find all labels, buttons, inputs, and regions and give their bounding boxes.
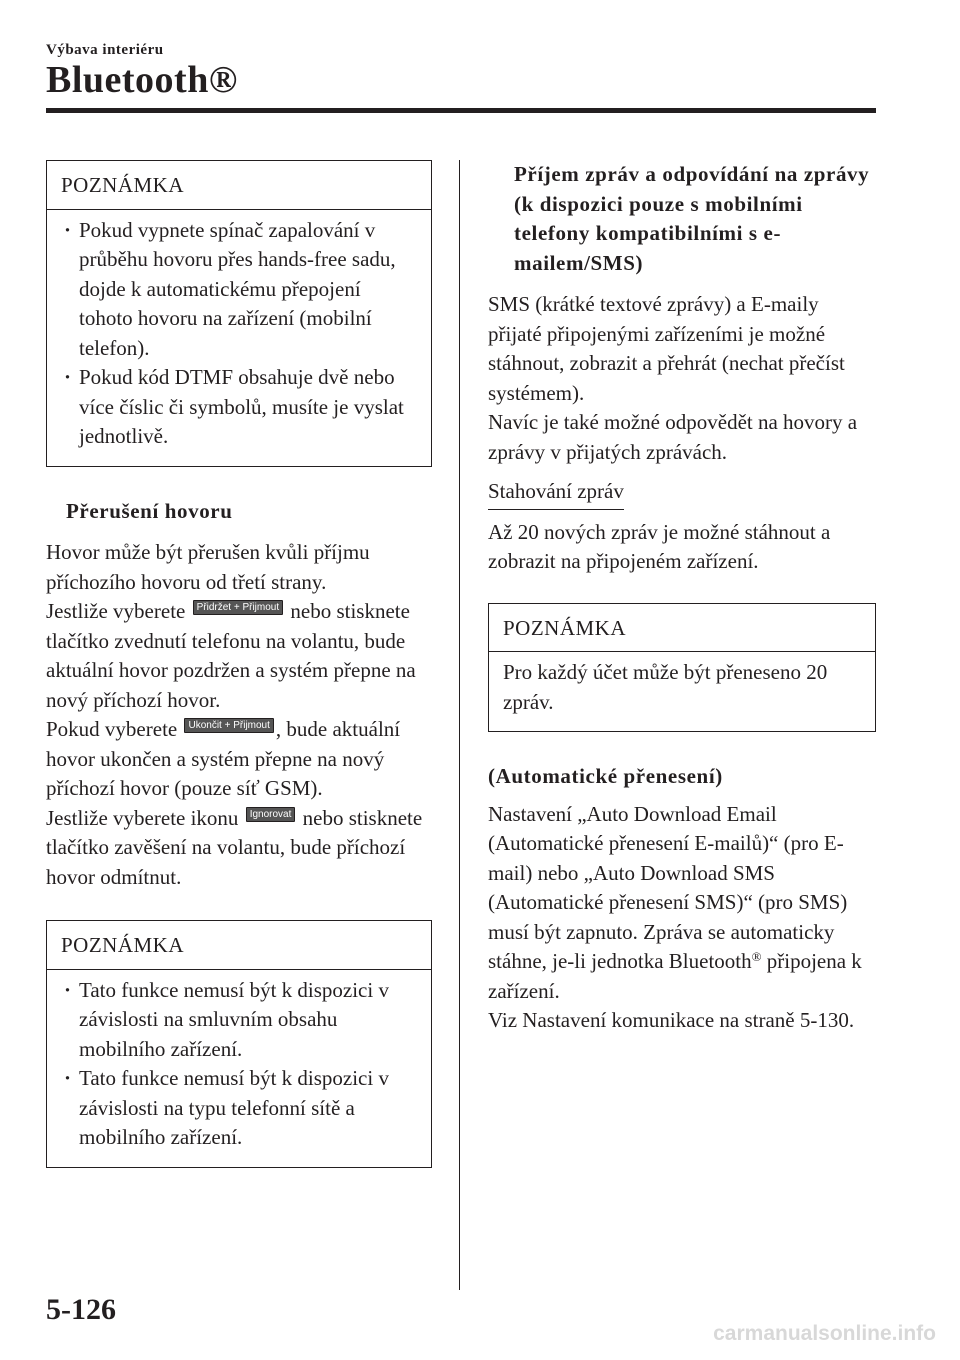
end-accept-button[interactable]: Ukončit + Přijmout — [184, 718, 273, 733]
column-divider — [459, 160, 460, 1290]
note-heading: POZNÁMKA — [489, 604, 875, 653]
page-title: Bluetooth® — [46, 59, 238, 101]
paragraph-text: Nastavení „Auto Download Email (Automatické přenesení E-mailů)“ (pro E-mail) nebo „Auto Download SMS (Automatické přenesení SMS)“ (pro SMS) musí být zapnuto. Zpráva se automaticky stáhne, je-li jednotka Bluetooth — [488, 801, 848, 973]
watermark: carmanualsonline.info — [713, 1322, 936, 1345]
paragraph-text: Pokud vyberete — [46, 717, 178, 741]
paragraph — [46, 804, 432, 893]
paragraph-text: nebo stisknete tlačítko zavěšení na volantu, bude příchozí hovor odmítnut. — [46, 805, 423, 889]
note-item: · Pokud vypnete spínač zapalování v průběhu hovoru přes hands-free sadu, dojde k automatickému přepojení tohoto hovoru na zařízení (mobilní telefon). — [61, 216, 417, 364]
right-column — [488, 160, 876, 1036]
note-item: · Pokud kód DTMF obsahuje dvě nebo více číslic či symbolů, musíte je vyslat jednotlivě. — [61, 363, 417, 452]
paragraph-text: připojena k zařízení. — [488, 949, 862, 1003]
hold-accept-button[interactable]: Přidržet + Přijmout — [193, 600, 284, 615]
paragraph — [46, 597, 432, 715]
paragraph-text: nebo stisknete tlačítko zvednutí telefonu na volantu, bude aktuální hovor pozdržen a systém přepne na nový příchozí hovor. — [46, 599, 416, 712]
note-item: · Tato funkce nemusí být k dispozici v závislosti na typu telefonní sítě a mobilního zařízení. — [61, 1064, 417, 1153]
title-divider — [46, 108, 876, 113]
paragraph: Navíc je také možné odpovědět na hovory a zprávy v přijatých zprávách. — [488, 410, 858, 464]
registered-mark: ® — [751, 949, 762, 964]
note-item: · Tato funkce nemusí být k dispozici v závislosti na smluvním obsahu mobilního zařízení. — [61, 976, 417, 1065]
page-number: 5-126 — [46, 1293, 116, 1326]
paragraph: SMS (krátké textové zprávy) a E-maily přijaté připojenými zařízeními je možné stáhnout, zobrazit a přehrát (nechat přečíst systémem). — [488, 292, 845, 405]
note-box-ignition — [46, 160, 432, 467]
paragraph: Až 20 nových zpráv je možné stáhnout a zobrazit na připojeném zařízení. — [488, 519, 831, 573]
paragraph-text: Jestliže vyberete — [46, 599, 186, 623]
note-heading: POZNÁMKA — [47, 921, 431, 970]
note-box-availability — [46, 920, 432, 1168]
ignore-button[interactable]: Ignorovat — [246, 807, 296, 822]
section-subtitle: Výbava interiéru — [46, 42, 164, 58]
subheading-download: Stahování zpráv — [488, 477, 624, 510]
paragraph-text: Jestliže vyberete ikonu — [46, 805, 239, 830]
note-body — [489, 652, 875, 731]
note-body — [47, 970, 431, 1167]
paragraph-link[interactable]: Viz Nastavení komunikace na straně 5-130. — [488, 1008, 855, 1032]
note-heading: POZNÁMKA — [47, 161, 431, 210]
heading-call-interrupt: Přerušení hovoru — [66, 498, 233, 523]
heading-messages: Příjem zpráv a odpovídání na zprávy (k dispozici pouze s mobilními telefony kompatibilními s e-mailem/SMS) — [514, 162, 870, 275]
paragraph — [488, 800, 876, 1007]
note-body — [47, 210, 431, 466]
left-column — [46, 160, 432, 1168]
note-box-message-limit — [488, 603, 876, 733]
paragraph-text: , bude aktuální hovor ukončen a systém přepne na nový příchozí hovor (pouze síť GSM). — [46, 717, 401, 800]
paragraph — [46, 715, 432, 804]
paragraph: Hovor může být přerušen kvůli příjmu příchozího hovoru od třetí strany. — [46, 540, 370, 594]
subheading-wrapper — [488, 477, 876, 510]
note-text: Pro každý účet může být přeneseno 20 zpráv. — [503, 660, 828, 714]
heading-auto-transfer: (Automatické přenesení) — [488, 764, 723, 788]
